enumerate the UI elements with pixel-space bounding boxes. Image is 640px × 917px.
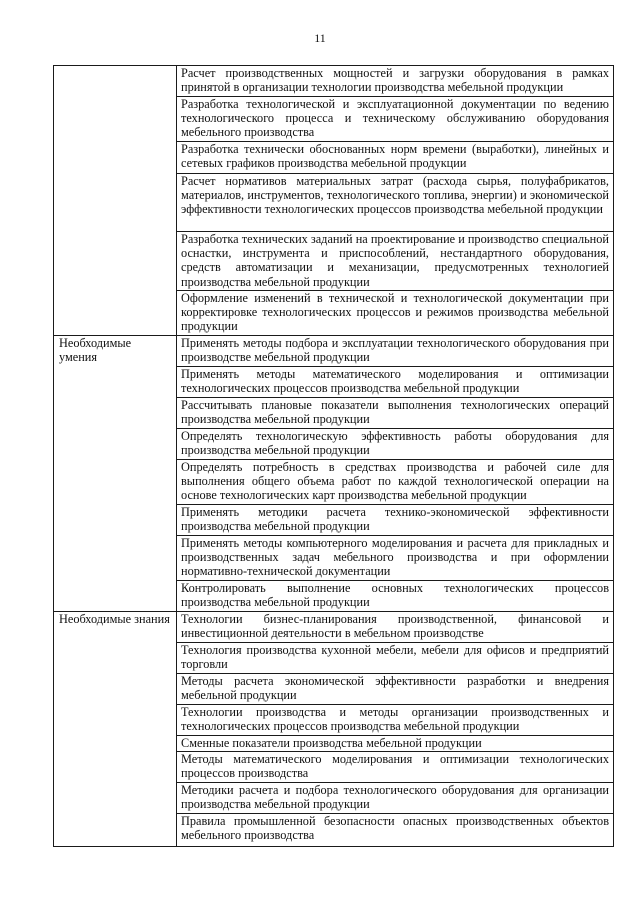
table-cell: Сменные показатели производства мебельной продукции — [177, 736, 614, 752]
table-cell: Применять методы компьютерного моделирования и расчета для прикладных и производственных задач мебельного производства и при оформлении нормативно-технической документации — [177, 536, 614, 581]
table-cell: Разработка технологической и эксплуатационной документации по ведению технологического процесса и техническому обслуживанию оборудования мебельного производства — [177, 97, 614, 142]
table-cell: Методы математического моделирования и оптимизации технологических процессов производства — [177, 752, 614, 783]
table-cell: Разработка технических заданий на проектирование и производство специальной оснастки, инструмента и приспособлений, нестандартного оборудования, средств автоматизации и механизации, предусмотренных технологией производства мебельной продукции — [177, 232, 614, 291]
table-cell: Технология производства кухонной мебели, мебели для офисов и предприятий торговли — [177, 643, 614, 674]
table-cell: Рассчитывать плановые показатели выполнения технологических операций производства мебельной продукции — [177, 398, 614, 429]
table-row — [54, 612, 614, 643]
table-cell: Методики расчета и подбора технологического оборудования для организации производства мебельной продукции — [177, 783, 614, 814]
section-label: Необходимые умения — [54, 336, 177, 612]
table-cell: Применять методы математического моделирования и оптимизации технологических процессов производства мебельной продукции — [177, 367, 614, 398]
table-row — [54, 336, 614, 367]
table-cell: Технологии производства и методы организации производственных и технологических процессов производства мебельной продукции — [177, 705, 614, 736]
table-cell: Определять технологическую эффективность работы оборудования для производства мебельной продукции — [177, 429, 614, 460]
table-cell: Расчет производственных мощностей и загрузки оборудования в рамках принятой в организации технологии производства мебельной продукции — [177, 66, 614, 97]
table-cell: Применять методики расчета технико-экономической эффективности производства мебельной продукции — [177, 505, 614, 536]
table-cell: Оформление изменений в технической и технологической документации при корректировке технологических процессов и режимов производства мебельной продукции — [177, 291, 614, 336]
section-label — [54, 66, 177, 336]
table-cell: Технологии бизнес-планирования производственной, финансовой и инвестиционной деятельности в мебельном производстве — [177, 612, 614, 643]
table-cell: Применять методы подбора и эксплуатации технологического оборудования при производстве мебельной продукции — [177, 336, 614, 367]
table-cell: Определять потребность в средствах производства и рабочей силе для выполнения общего объема работ по каждой технологической операции на основе технологических карт производства мебельной продукции — [177, 460, 614, 505]
section-label: Необходимые знания — [54, 612, 177, 847]
table-cell: Методы расчета экономической эффективности разработки и внедрения мебельной продукции — [177, 674, 614, 705]
table-row — [54, 66, 614, 97]
requirements-table — [53, 65, 614, 847]
table-cell: Правила промышленной безопасности опасных производственных объектов мебельного производства — [177, 814, 614, 847]
table-cell: Расчет нормативов материальных затрат (расхода сырья, полуфабрикатов, материалов, инструментов, технологического топлива, энергии) и экономической эффективности технологических процессов производства мебельной продукции — [177, 174, 614, 232]
page-number: 11 — [314, 31, 326, 45]
table-cell: Контролировать выполнение основных технологических процессов производства мебельной продукции — [177, 581, 614, 612]
table-cell: Разработка технически обоснованных норм времени (выработки), линейных и сетевых графиков производства мебельной продукции — [177, 142, 614, 174]
